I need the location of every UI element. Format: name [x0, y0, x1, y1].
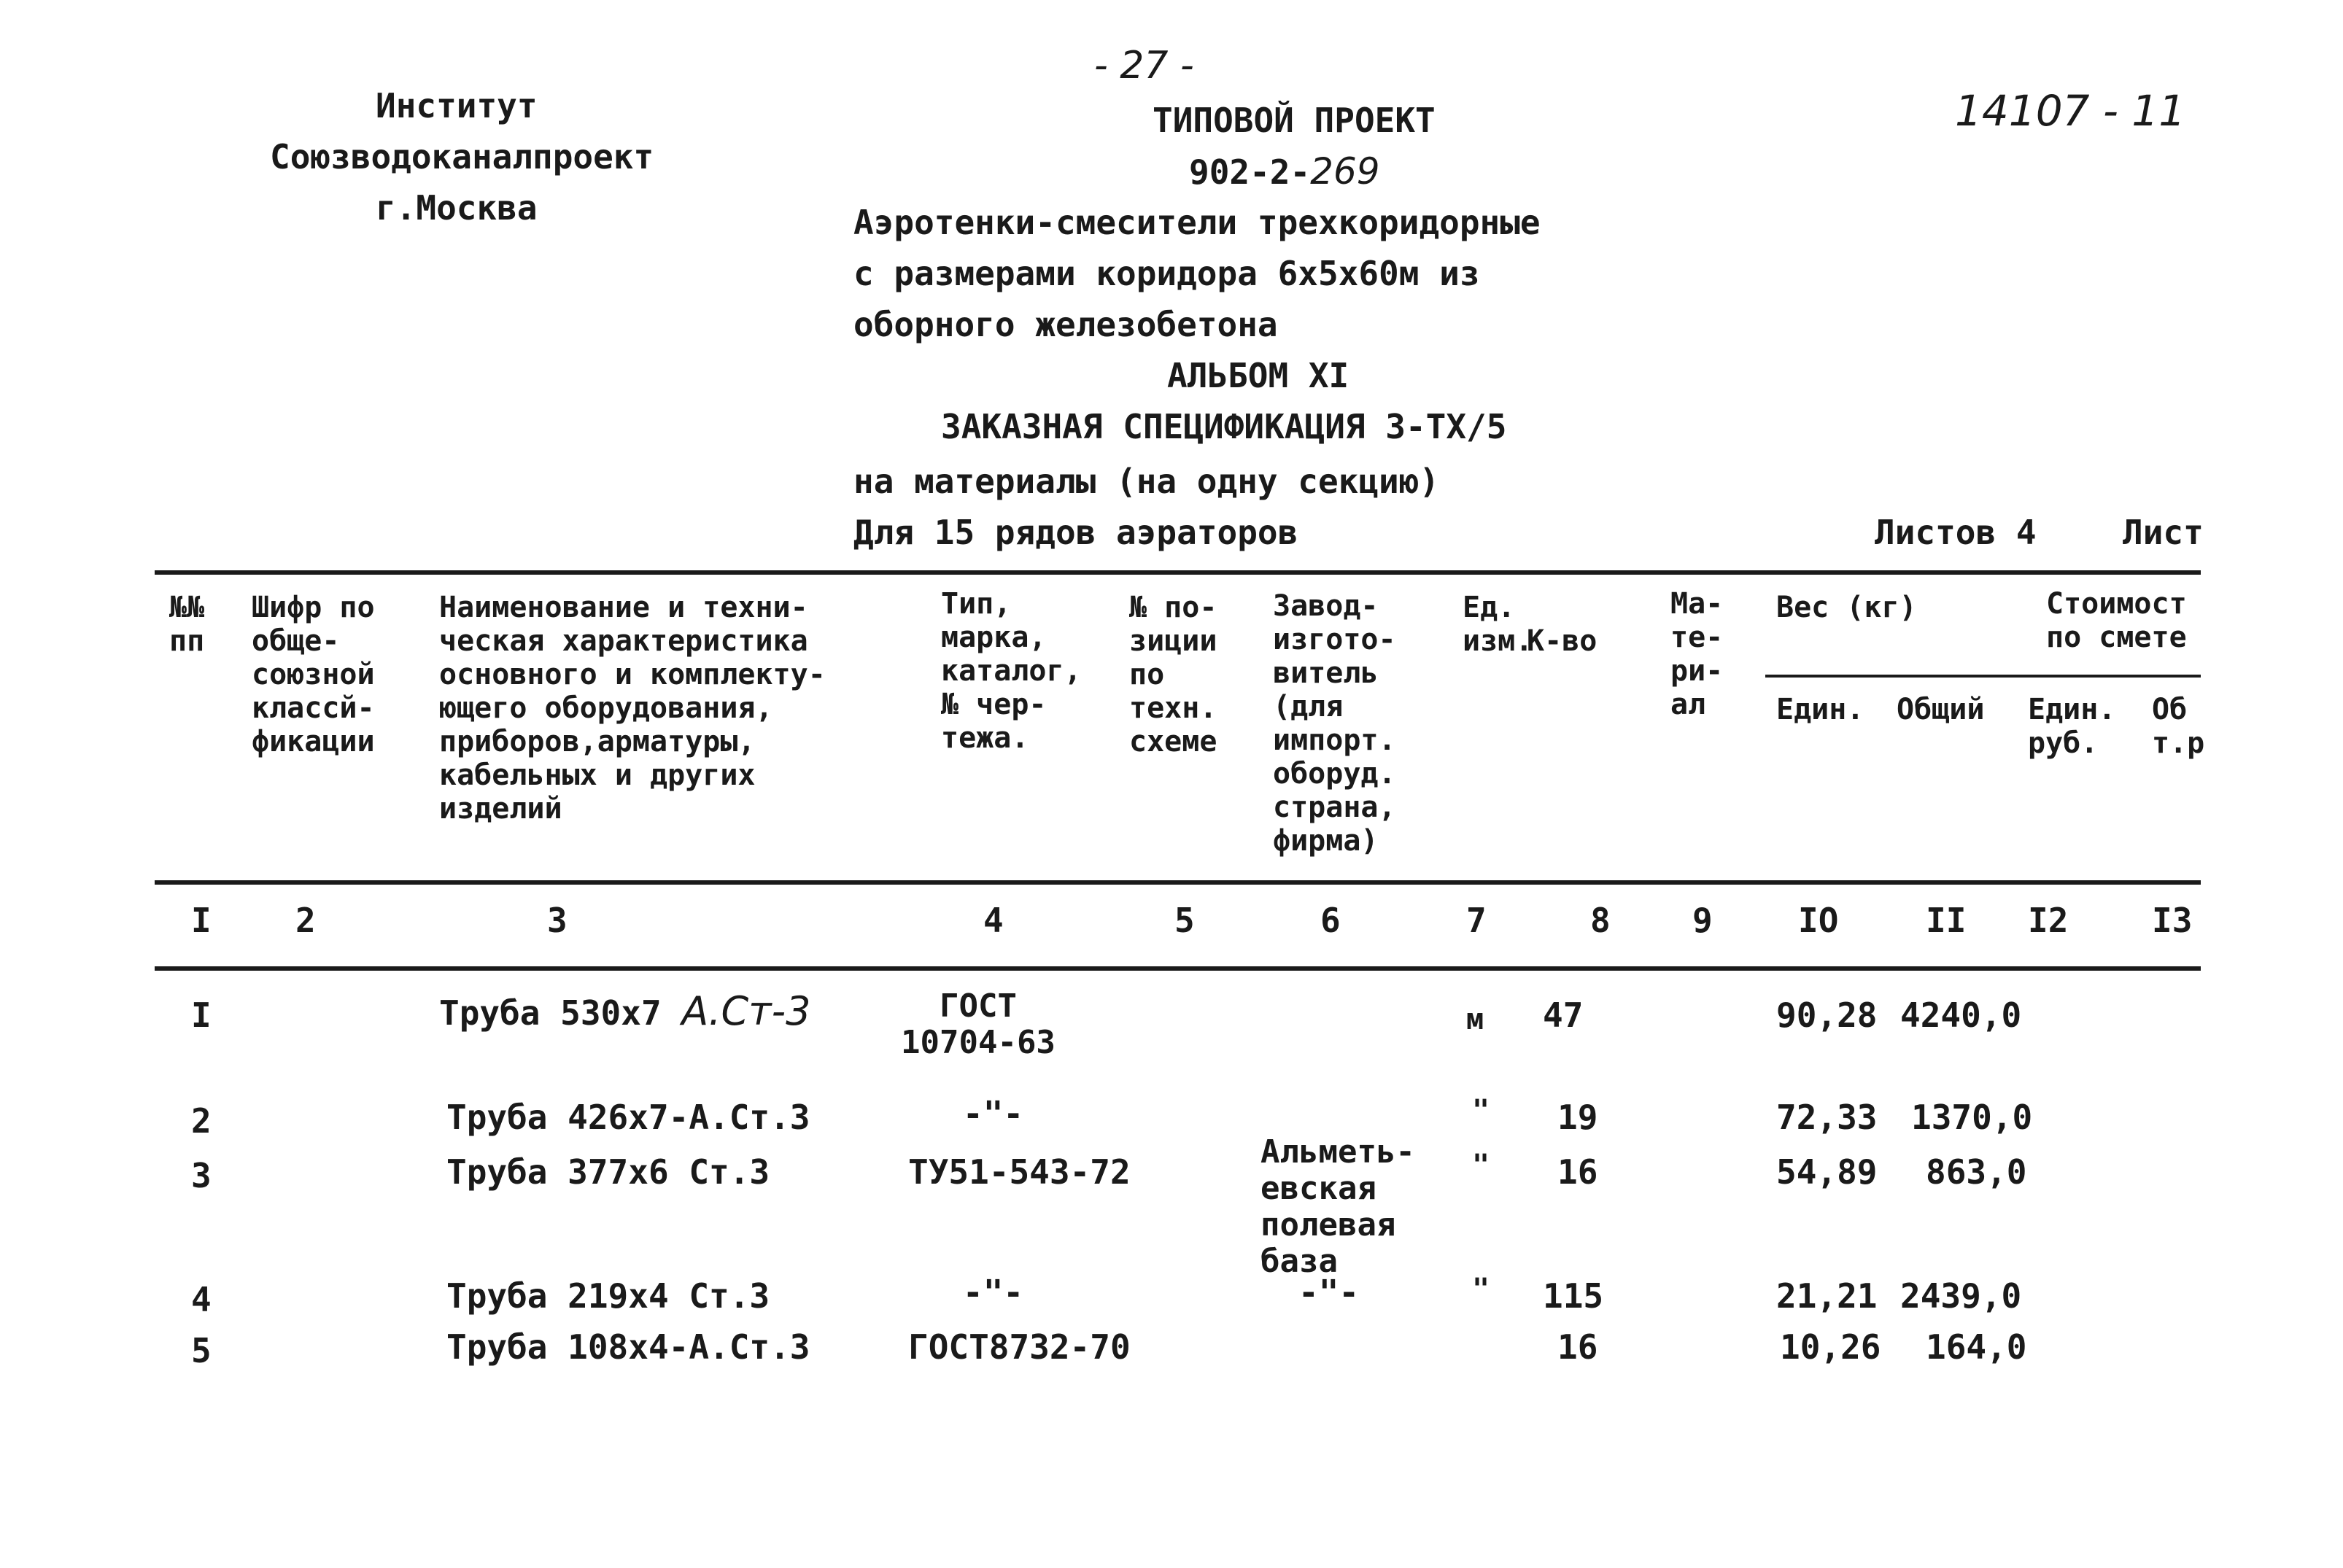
row-1-quantity: 47	[1543, 995, 1584, 1035]
row-3-manufacturer: Альметь- евская полевая база	[1260, 1133, 1415, 1280]
col-header-weight-unit: Един.	[1776, 693, 1864, 726]
title-description-2: с размерами коридора 6х5х60м из	[853, 254, 1480, 293]
row-4-name: Труба 219х4 Ст.3	[446, 1276, 770, 1316]
column-number: 9	[1692, 901, 1713, 940]
document-code: 14107 - 11	[1955, 86, 2186, 136]
row-1-name	[439, 988, 810, 1034]
row-1-weight-unit: 90,28	[1776, 995, 1878, 1035]
sheet-count: Листов 4	[1875, 513, 2037, 552]
project-number-suffix: 269	[1310, 150, 1380, 193]
column-number: 6	[1320, 901, 1341, 940]
col-header-number: №№ пп	[169, 591, 205, 658]
column-number: I3	[2152, 901, 2193, 940]
row-3-quantity: 16	[1557, 1152, 1598, 1192]
column-number: 3	[547, 901, 568, 940]
row-3-weight-unit: 54,89	[1776, 1152, 1878, 1192]
row-4-type: -"-	[963, 1273, 1024, 1312]
row-3-weight-total: 863,0	[1926, 1152, 2027, 1192]
column-number: I	[191, 901, 212, 940]
header-bottom-rule	[155, 880, 2201, 885]
row-4-unit: "	[1472, 1273, 1490, 1306]
title-typical-project: ТИПОВОЙ ПРОЕКТ	[1153, 101, 1436, 140]
row-4-weight-unit: 21,21	[1776, 1276, 1878, 1316]
col-header-quantity: К-во	[1527, 624, 1598, 658]
col-header-cost-unit: Един. руб.	[2028, 693, 2116, 760]
row-4-number: 4	[191, 1280, 212, 1319]
col-header-weight: Вес (кг)	[1776, 591, 1917, 624]
row-1-type: ГОСТ 10704-63	[901, 987, 1056, 1061]
title-description-1: Аэротенки-смесители трехкоридорные	[853, 203, 1541, 242]
row-5-type: ГОСТ8732-70	[908, 1327, 1131, 1367]
row-5-quantity: 16	[1557, 1327, 1598, 1367]
row-1-name-typed: Труба 530х7	[439, 993, 662, 1033]
column-number: II	[1926, 901, 1967, 940]
col-header-weight-total: Общий	[1897, 693, 1985, 726]
column-number-rule	[155, 966, 2201, 971]
project-number-prefix: 902-2-	[1189, 152, 1311, 192]
row-5-number: 5	[191, 1331, 212, 1370]
col-header-cost: Стоимост по смете	[2046, 587, 2187, 654]
materials-note: на материалы (на одну секцию)	[853, 462, 1440, 501]
row-3-number: 3	[191, 1156, 212, 1195]
table-top-rule	[155, 570, 2201, 575]
row-5-weight-unit: 10,26	[1780, 1327, 1881, 1367]
col-header-classification: Шифр по обще- союзной классй- фикации	[252, 591, 375, 758]
column-number: 4	[983, 901, 1004, 940]
institute-org: Союзводоканалпроект	[270, 137, 654, 176]
album-title: АЛЬБОМ ХI	[1167, 356, 1349, 395]
row-1-number: I	[191, 995, 212, 1035]
title-description-3: оборного железобетона	[853, 305, 1278, 344]
aerator-rows-note: Для 15 рядов аэраторов	[853, 513, 1298, 552]
row-2-weight-unit: 72,33	[1776, 1098, 1878, 1137]
row-2-weight-total: 1370,0	[1911, 1098, 2033, 1137]
weight-header-rule	[1765, 675, 2201, 678]
row-2-name: Труба 426х7-А.Ст.3	[446, 1098, 810, 1137]
page-number: - 27 -	[1094, 44, 1194, 88]
column-number: IO	[1798, 901, 1839, 940]
col-header-unit: Ед. изм.	[1463, 591, 1533, 658]
row-4-manufacturer: -"-	[1298, 1273, 1360, 1312]
row-3-name: Труба 377х6 Ст.3	[446, 1152, 770, 1192]
institute-name: Институт	[376, 86, 538, 125]
institute-city: г.Москва	[376, 188, 538, 228]
column-number: 2	[295, 901, 316, 940]
column-number: I2	[2028, 901, 2069, 940]
row-2-number: 2	[191, 1101, 212, 1141]
project-number	[1189, 146, 1380, 198]
row-4-quantity: 115	[1543, 1276, 1604, 1316]
specification-title: ЗАКАЗНАЯ СПЕЦИФИКАЦИЯ 3-ТХ/5	[941, 407, 1507, 446]
row-3-type: ТУ51-543-72	[908, 1152, 1131, 1192]
col-header-manufacturer: Завод- изгото- витель (для импорт. оборуд. страна, фирма)	[1273, 589, 1396, 858]
row-1-name-handwritten: А.Ст-3	[681, 988, 811, 1034]
column-number: 5	[1174, 901, 1195, 940]
row-5-name: Труба 108х4-А.Ст.3	[446, 1327, 810, 1367]
sheet-label: Лист	[2123, 513, 2204, 552]
column-number: 8	[1590, 901, 1611, 940]
row-2-type: -"-	[963, 1094, 1024, 1133]
row-1-unit: м	[1466, 1003, 1484, 1036]
col-header-material: Ма- те- ри- ал	[1670, 587, 1724, 721]
col-header-name: Наименование и техни- ческая характеристика основного и комплекту- ющего оборудования, приборов,арматуры, кабельных и других изделий	[439, 591, 826, 826]
row-2-unit: "	[1472, 1094, 1490, 1128]
row-3-unit: "	[1472, 1149, 1490, 1182]
col-header-type: Тип, марка, каталог, № чер- тежа.	[941, 587, 1082, 755]
col-header-cost-total: Об т.р	[2152, 693, 2205, 760]
row-1-weight-total: 4240,0	[1900, 995, 2022, 1035]
row-2-quantity: 19	[1557, 1098, 1598, 1137]
col-header-position: № по- зиции по техн. схеме	[1129, 591, 1217, 758]
row-4-weight-total: 2439,0	[1900, 1276, 2022, 1316]
column-number: 7	[1466, 901, 1487, 940]
row-5-weight-total: 164,0	[1926, 1327, 2027, 1367]
